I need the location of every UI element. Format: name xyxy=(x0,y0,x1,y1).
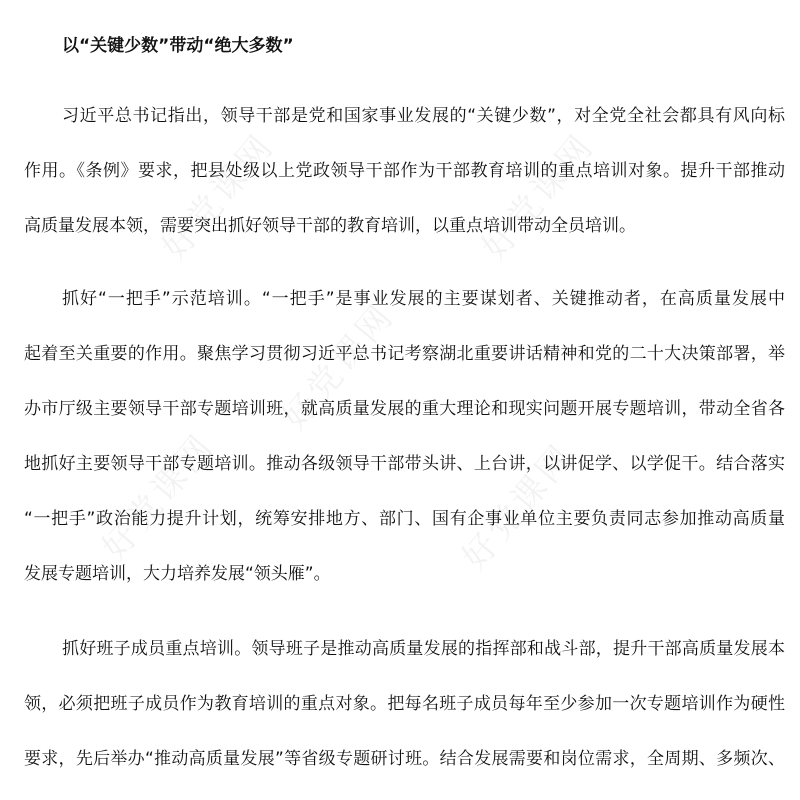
text-line: 习近平总书记指出，领导干部是党和国家事业发展的“关键少数”，对全党全社会都具有风向标 xyxy=(62,106,785,126)
text-line: 地抓好主要领导干部专题培训。推动各级领导干部带头讲、上台讲，以讲促学、以学促干。结合落实 xyxy=(24,454,785,474)
text-line: 作用。《条例》要求，把县处级以上党政领导干部作为干部教育培训的重点培训对象。提升干部推动 xyxy=(24,161,785,181)
text-line: 抓好“一把手”示范培训。“一把手”是事业发展的主要谋划者、关键推动者，在高质量发展中 xyxy=(62,289,785,309)
text-line: 起着至关重要的作用。聚焦学习贯彻习近平总书记考察湖北重要讲话精神和党的二十大决策部署，举 xyxy=(24,344,785,364)
watermark-text: 好党课网 xyxy=(454,435,583,578)
text-line: 要求，先后举办“推动高质量发展”等省级专题研讨班。结合发展需要和岗位需求，全周期、多频次、 xyxy=(24,749,785,769)
watermark-text: 好党课网 xyxy=(154,125,283,268)
text-line: “一把手”政治能力提升计划，统筹安排地方、部门、国有企事业单位主要负责同志参加推动高质量 xyxy=(24,509,785,529)
text-line: 发展专题培训，大力培养发展“领头雁”。 xyxy=(24,564,331,584)
text-line: 高质量发展本领，需要突出抓好领导干部的教育培训，以重点培训带动全员培训。 xyxy=(24,216,636,236)
watermark-text: 好党课网 xyxy=(274,295,403,438)
text-line: 抓好班子成员重点培训。领导班子是推动高质量发展的指挥部和战斗部，提升干部高质量发展本 xyxy=(62,639,785,659)
watermark-text: 好党课网 xyxy=(474,125,603,268)
text-line: 办市厅级主要领导干部专题培训班，就高质量发展的重大理论和现实问题开展专题培训，带动全省各 xyxy=(24,399,785,419)
watermark-text: 好党课网 xyxy=(94,425,223,568)
text-line: 领，必须把班子成员作为教育培训的重点对象。把每名班子成员每年至少参加一次专题培训作为硬性 xyxy=(24,694,785,714)
document-title: 以“关键少数”带动“绝大多数” xyxy=(62,36,294,56)
